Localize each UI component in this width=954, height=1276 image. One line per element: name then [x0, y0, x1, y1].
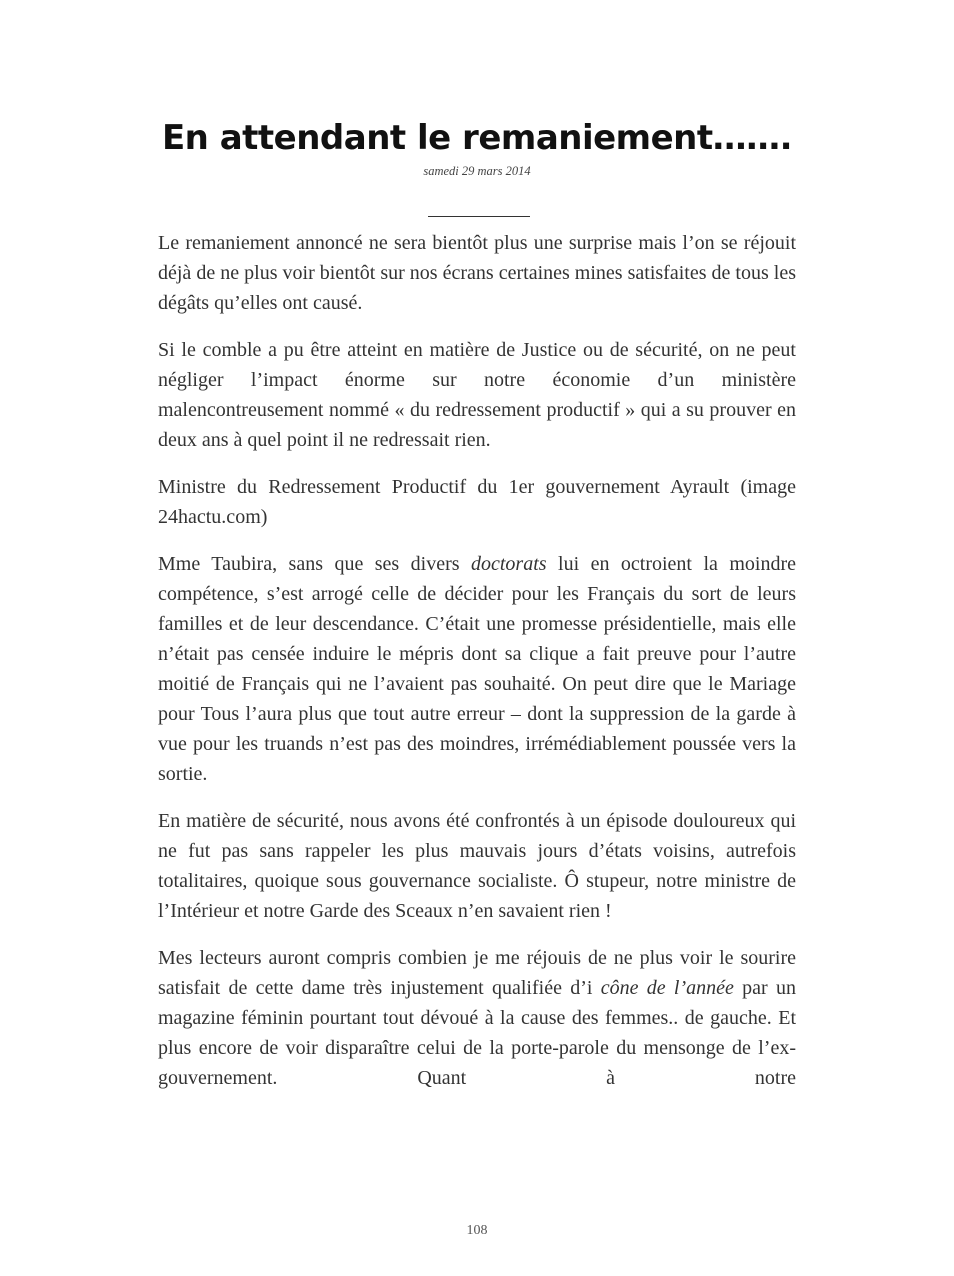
article-title: En attendant le remaniement……. — [161, 118, 793, 158]
paragraph: Si le comble a pu être atteint en matière de Justice ou de sécurité, on ne peut négliger l’impact énorme sur notre économie d’un ministère malencontreusement nommé « du redressement productif » qui a su prouver en deux ans à quel point il ne redressait rien. — [158, 339, 796, 451]
paragraph-text: Mme Taubira, sans que ses divers — [158, 553, 471, 575]
paragraph: En matière de sécurité, nous avons été confrontés à un épisode douloureux qui ne fut pas sans rappeler les plus mauvais jours d’états voisins, autrefois totalitaires, quoique sous gouvernance socialiste. Ô stupeur, notre ministre de l’Intérieur et notre Garde des Sceaux n’en savaient rien ! — [158, 810, 796, 922]
paragraph: Le remaniement annoncé ne sera bientôt plus une surprise mais l’on se réjouit déjà de ne plus voir bientôt sur nos écrans certaines mines satisfaites de tous les dégâts qu’elles ont causé. — [158, 232, 796, 314]
article-date: samedi 29 mars 2014 — [423, 164, 531, 178]
paragraph-text: Mes lecteurs auront compris combien je me réjouis de ne plus voir le sourire satisfait de cette dame très injustement qualifiée d’i — [158, 947, 796, 999]
paragraph-text: lui en octroient la moindre compétence, s’est arrogé celle de décider pour les Français du sort de leurs familles et de leur descendance. C’était une promesse présidentielle, mais elle n’était pas censée induire le mépris dont sa clique a fait preuve pour l’autre moitié de Français qui ne l’avaient pas souhaité. On peut dire que le Mariage pour Tous l’aura plus que tout autre erreur – dont la suppression de la garde à vue pour les truands n’est pas des moindres, irrémédiablement poussée vers la sortie. — [158, 553, 796, 785]
page-number: 108 — [466, 1223, 488, 1238]
paragraph — [158, 943, 796, 1093]
article-body — [158, 228, 796, 1110]
image-caption: Ministre du Redressement Productif du 1er gouvernement Ayrault (image 24hactu.com) — [158, 476, 796, 528]
paragraph-text: par un magazine féminin pourtant tout dévoué à la cause des femmes.. de gauche. Et plus encore de voir disparaître celui de la porte-parole du mensonge de l’ex-gouvernement. Quant à notre — [158, 977, 796, 1089]
emphasis-text: cône de l’année — [600, 977, 734, 999]
title-separator — [428, 216, 530, 217]
paragraph — [158, 549, 796, 789]
emphasis-text: doctorats — [471, 553, 547, 575]
